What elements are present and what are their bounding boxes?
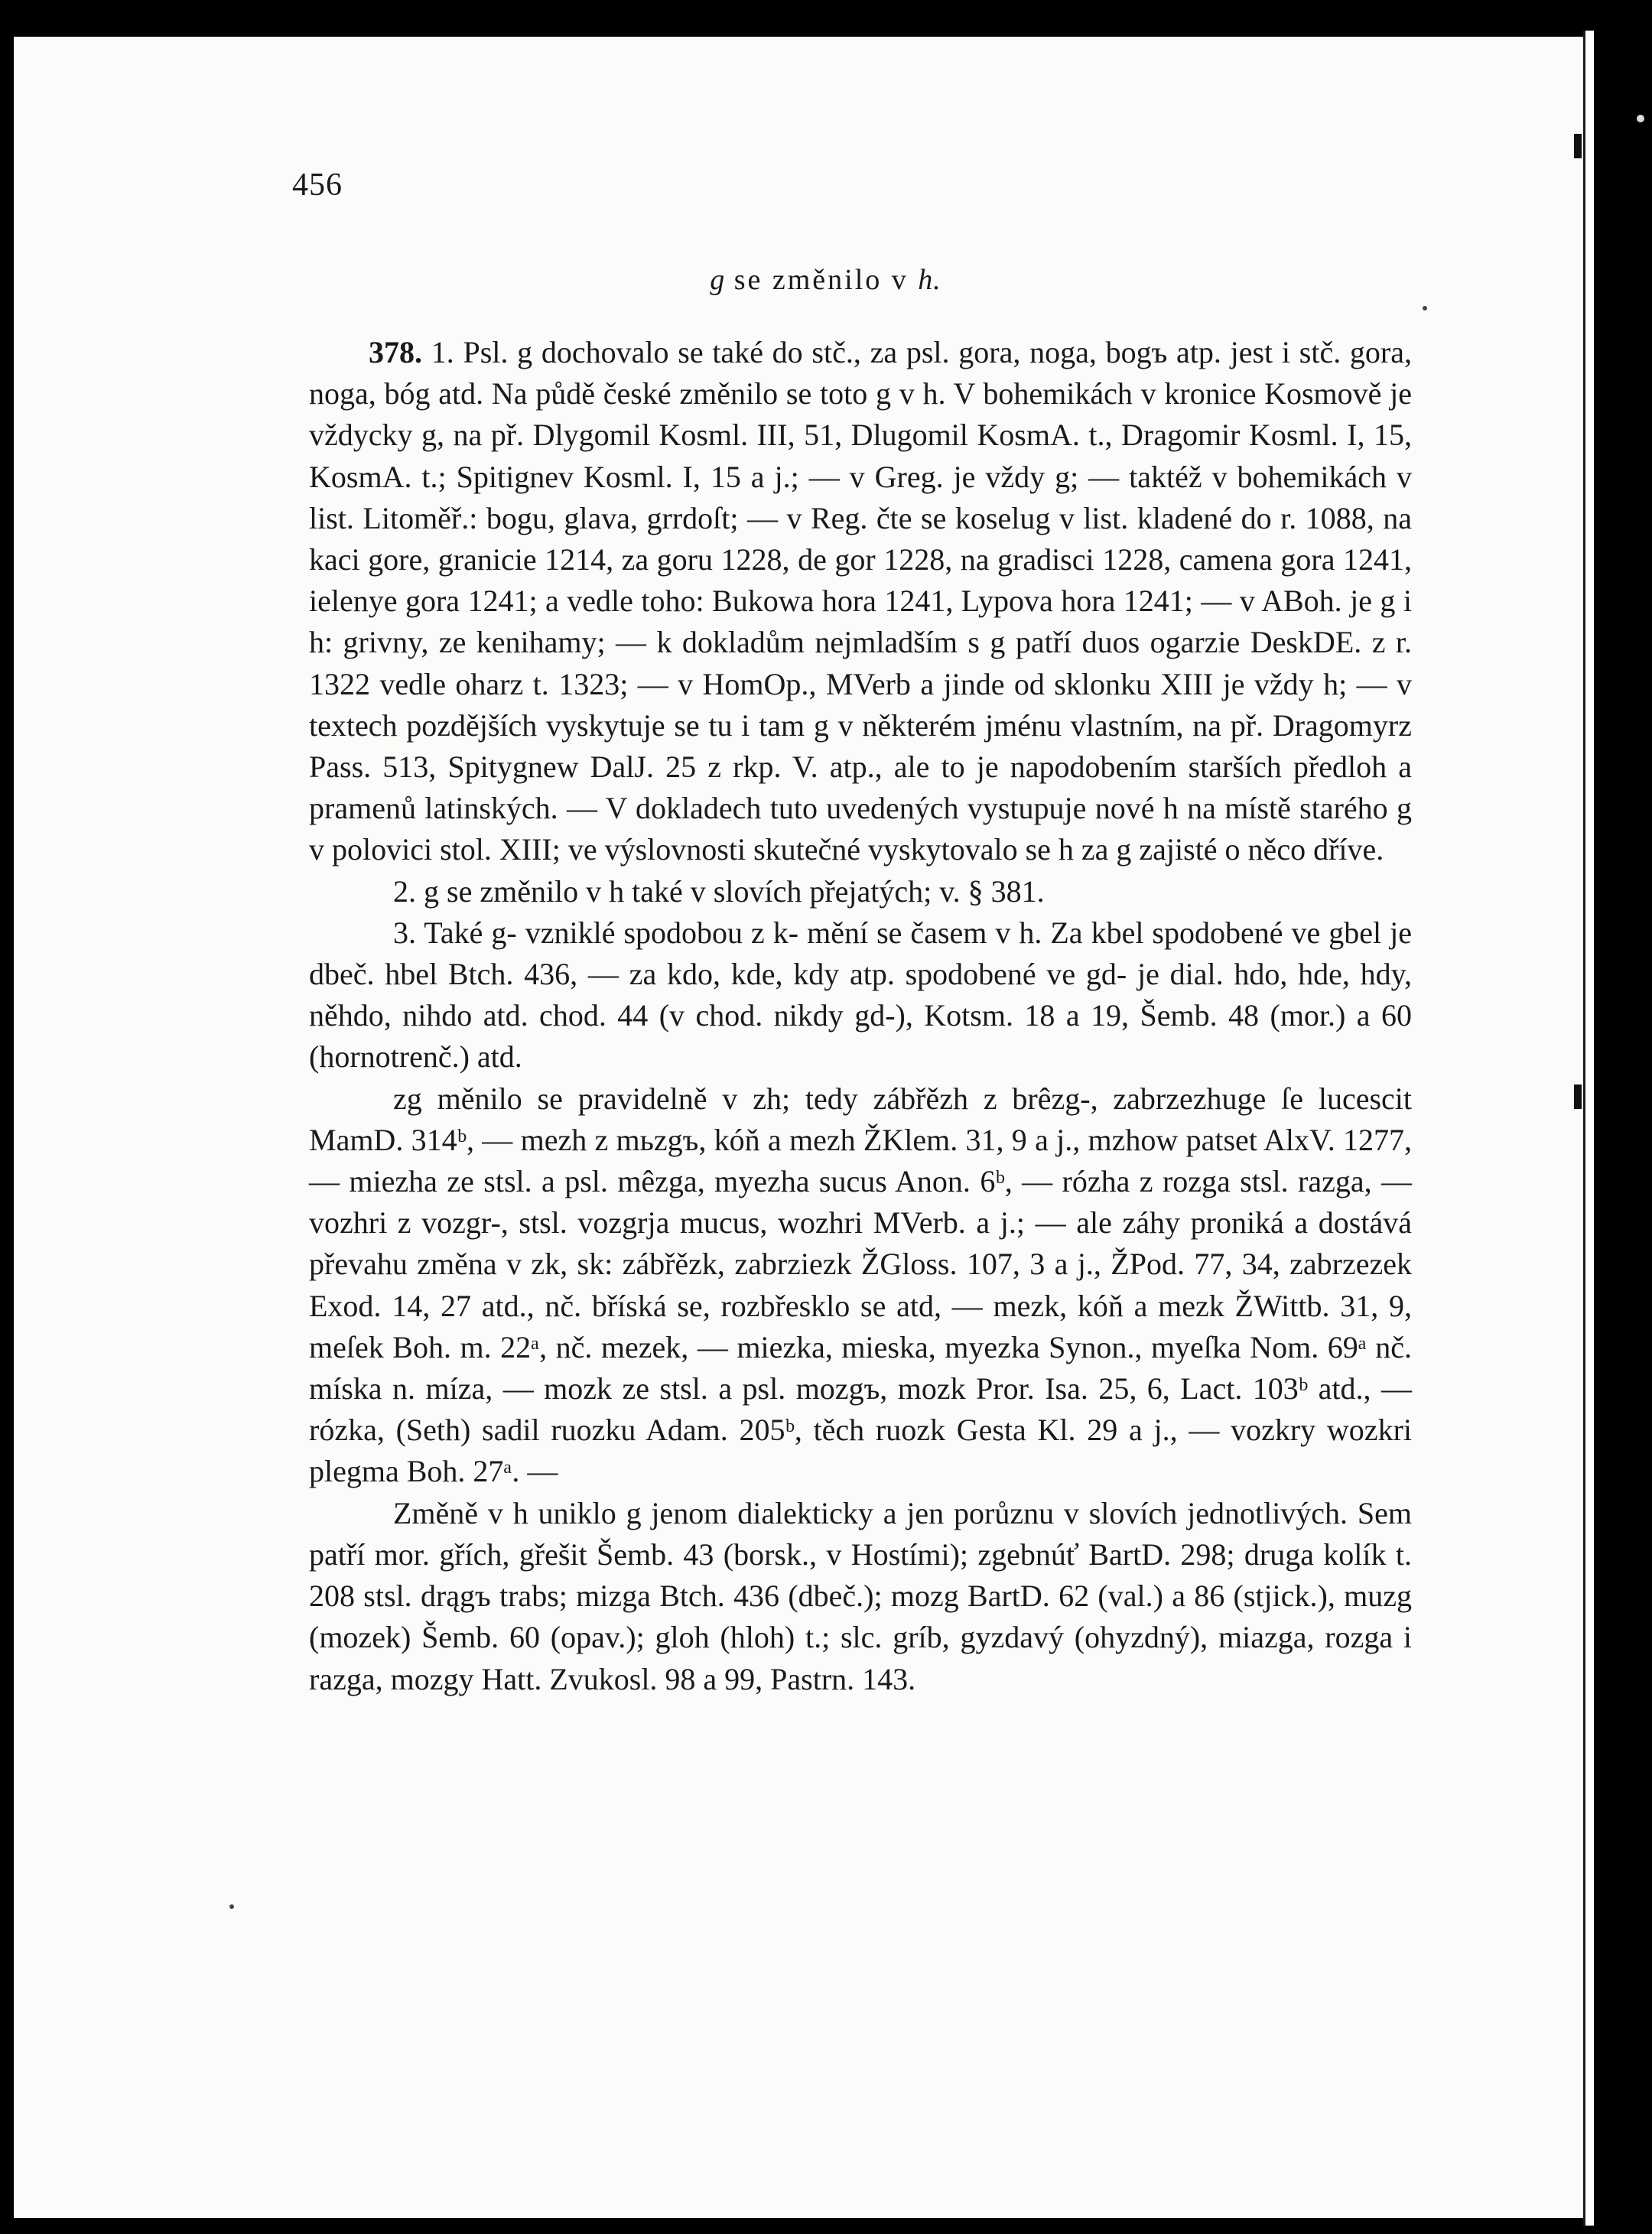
paragraph-5: Změně v h uniklo g jenom dialekticky a jen porůznu v slovích jednotlivých. Sem patří mor. gřích, gřešit Šemb. 43 (borsk., v Hostími); zgebnúť BartD. 298; druga kolík t. 208 stsl. drągъ trabs; mizga Btch. 436 (dbeč.); mozg BartD. 62 (val.) a 86 (stjick.), muzg (mozek) Šemb. 60 (opav.); gloh (hloh) t.; slc. gríb, gyzdavý (ohyzdný), miazga, rozga i razga, mozgy Hatt. Zvukosl. 98 a 99, Pastrn. 143. xyxy=(309,1495,1412,1696)
edge-mark xyxy=(1574,134,1582,158)
heading-letter-g: g xyxy=(710,264,725,296)
body-text xyxy=(309,332,1412,1700)
scan-speck xyxy=(1423,306,1427,311)
section-heading xyxy=(0,263,1652,297)
paragraph-1-text: 1. Psl. g dochovalo se také do stč., za psl. gora, noga, bogъ atp. jest i stč. gora, noga, bóg atd. Na půdě české změnilo se toto g v h. V bohemikách v kronice Kosmově je vždycky g, na př. Dlygomil Kosml. III, 51, Dlugomil KosmA. t., Dragomir Kosml. I, 15, KosmA. t.; Spitignev Kosml. I, 15 a j.; — v Greg. je vždy g; — taktéž v bohemikách v list. Litoměř.: bogu, glava, grrdoſt; — v Reg. čte se koselug v list. kladené do r. 1088, na kaci gore, granicie 1214, za goru 1228, de gor 1228, na gradisci 1228, camena gora 1241, ielenye gora 1241; a vedle toho: Bukowa hora 1241, Lypova hora 1241; — v ABoh. je g i h: grivny, ze kenihamy; — k dokladům nejmladším s g patří duos ogarzie DeskDE. z r. 1322 vedle oharz t. 1323; — v HomOp., MVerb a jinde od sklonku XIII je vždy h; — v textech pozdějších vyskytuje se tu i tam g v některém jménu vlastním, na př. Dragomyrz Pass. 513, Spitygnew DalJ. 25 z rkp. V. atp., ale to je napodobením starších předloh a pramenů latinských. — V dokladech tuto uvedených vystupuje nové h na místě starého g v polovici stol. XIII; ve výslovnosti skutečné vyskytovalo se h za g zajisté o něco dříve. xyxy=(309,335,1413,867)
heading-text: se změnilo v xyxy=(724,264,919,296)
heading-letter-h: h xyxy=(918,264,933,296)
section-number: 378. xyxy=(369,335,422,369)
paragraph-1 xyxy=(309,332,1412,871)
scan-margin xyxy=(1594,0,1652,2234)
page-number: 456 xyxy=(292,167,343,203)
scan-speck xyxy=(1637,115,1644,122)
heading-end: . xyxy=(932,264,942,296)
paragraph-4: zg měnilo se pravidelně v zh; tedy zábřězh z brêzg-, zabrzezhuge ſe lucescit MamD. 314ᵇ, — mezh z mьzgъ, kóň a mezh ŽKlem. 31, 9 a j., mzhow patset AlxV. 1277, — miezha ze stsl. a psl. mêzga, myezha sucus Anon. 6ᵇ, — rózha z rozga stsl. razga, — vozhri z vozgr-, stsl. vozgrja mucus, wozhri MVerb. a j.; — ale záhy proniká a dostává převahu změna v zk, sk: zábřězk, zabrziezk ŽGloss. 107, 3 a j., ŽPod. 77, 34, zabrzezek Exod. 14, 27 atd., nč. bříská se, rozbřesklo se atd, — mezk, kóň a mezk ŽWittb. 31, 9, meſek Boh. m. 22ᵃ, nč. mezek, — miezka, mieska, myezka Synon., myeſka Nom. 69ᵃ nč. míska n. míza, — mozk ze stsl. a psl. mozgъ, mozk Pror. Isa. 25, 6, Lact. 103ᵇ atd., — rózka, (Seth) sadil ruozku Adam. 205ᵇ, těch ruozk Gesta Kl. 29 a j., — vozkry wozkri plegma Boh. 27ᵃ. — xyxy=(309,1081,1412,1489)
paragraph-2: 2. g se změnilo v h také v slovích přejatých; v. § 381. xyxy=(393,873,1045,909)
paragraph-3: 3. Také g- vzniklé spodobou z k- mění se časem v h. Za kbel spodobené ve gbel je dbeč. hbel Btch. 436, — za kdo, kde, kdy atp. spodobené ve gd- je dial. hdo, hde, hdy, něhdo, nihdo atd. chod. 44 (v chod. nikdy gd-), Kotsm. 18 a 19, Šemb. 48 (mor.) a 60 (hornotrenč.) atd. xyxy=(309,915,1412,1075)
scan-speck xyxy=(229,1904,234,1909)
edge-mark xyxy=(1574,1084,1582,1109)
